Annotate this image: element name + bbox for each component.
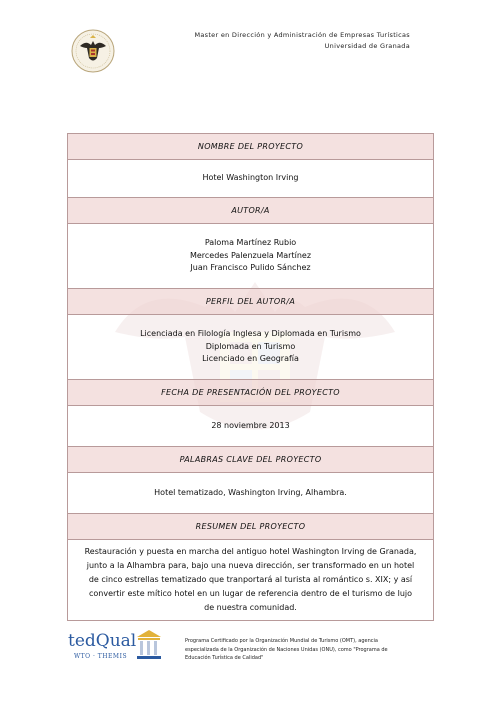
author-name: Paloma Martínez Rubio [204,238,297,248]
keywords-header: PALABRAS CLAVE DEL PROYECTO [68,447,434,473]
project-name-header: NOMBRE DEL PROYECTO [68,134,434,160]
project-form-table [67,133,434,621]
header-institution-text [194,30,410,52]
tedqual-logo-subtext: WTO · THEMIS [74,653,128,660]
date-header: FECHA DE PRESENTACIÓN DEL PROYECTO [68,380,434,406]
author-profile-line: Diplomada en Turismo [205,341,296,351]
tedqual-logo-text: tedQual [68,631,137,651]
summary-line: de cinco estrellas tematizado que tranportará al turista al romántico s. XIX; y así [88,575,413,584]
project-name-value: Hotel Washington Irving [68,160,434,198]
authors-cell [68,224,434,289]
footer-text-line: Educación Turística de Calidad" [185,655,264,661]
footer-certification-text [185,637,425,663]
summary-header: RESUMEN DEL PROYECTO [68,514,434,540]
author-header: AUTOR/A [68,198,434,224]
summary-line: junto a la Alhambra para, bajo una nueva dirección, ser transformado en un hotel [86,561,415,570]
footer-text-line: especializada de la Organización de Naciones Unidas (ONU), como "Programa de [185,646,388,653]
tedqual-building-icon [135,629,163,661]
author-profile-header: PERFIL DEL AUTOR/A [68,289,434,315]
summary-line: de nuestra comunidad. [204,603,297,612]
summary-cell [68,540,434,621]
university-crest-logo [70,28,116,74]
author-profile-line: Licenciado en Geografía [202,354,299,364]
footer-text-line: Programa Certificado por la Organización Mundial de Turismo (OMT), agencia [185,638,378,644]
summary-line: convertir este mítico hotel en un lugar de referencia dentro de el turismo de lujo [88,589,413,598]
keywords-value: Hotel tematizado, Washington Irving, Alhambra. [68,473,434,514]
author-profile-cell [68,315,434,380]
author-name: Juan Francisco Pulido Sánchez [190,263,311,273]
date-value: 28 noviembre 2013 [68,406,434,447]
header-university-name: Universidad de Granada [324,42,410,50]
header-master-name: Master en Dirección y Administración de Empresas Turísticas [194,31,410,39]
summary-line: Restauración y puesta en marcha del antiguo hotel Washington Irving de Granada, [84,547,417,556]
author-profile-line: Licenciada en Filología Inglesa y Diplomada en Turismo [140,329,361,339]
author-name: Mercedes Palenzuela Martínez [189,250,312,260]
tedqual-logo [68,627,168,667]
